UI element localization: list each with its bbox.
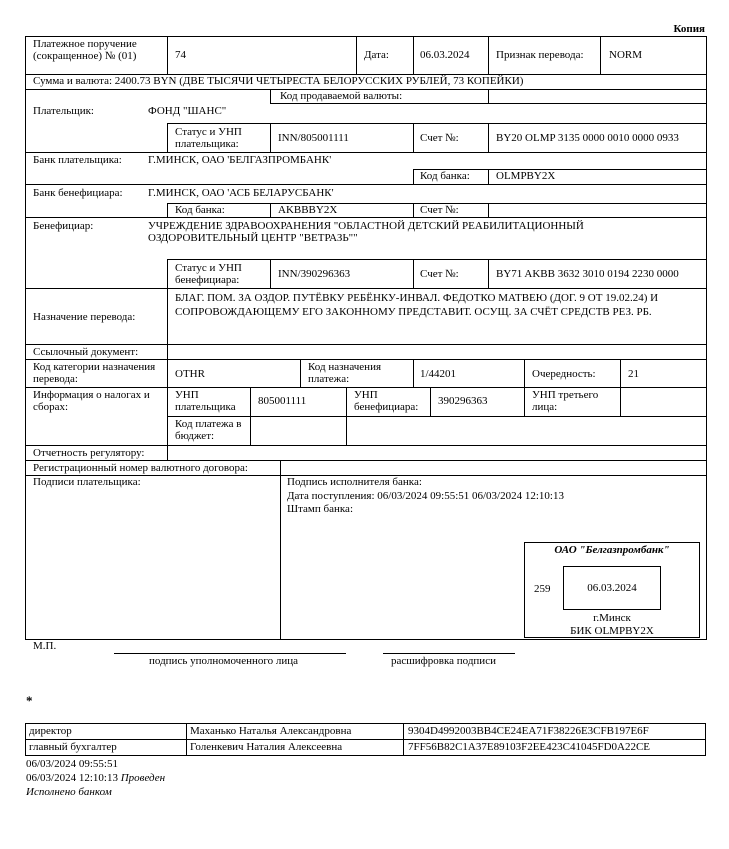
benef-unp-tax: 390296363	[438, 395, 488, 407]
log-line-2-status: Проведен	[120, 772, 166, 784]
taxes-label: Информация о налогах и сборах:	[33, 389, 150, 413]
sold-currency-code-label: Код продаваемой валюты:	[280, 90, 403, 102]
contract-label: Регистрационный номер валютного договора:	[33, 462, 248, 474]
order-number: 74	[175, 49, 186, 61]
signer-role: директор	[29, 725, 72, 737]
beneficiary-bank-code-label: Код банка:	[175, 204, 225, 216]
stamp-label: Штамп банка:	[287, 503, 353, 515]
payer-bank-code: OLMPBY2X	[496, 170, 556, 182]
signer-name: Голенкевич Наталия Алексеевна	[190, 741, 343, 753]
purpose-code-label: Код назначения платежа:	[308, 361, 382, 385]
category-label: Код категории назначения перевода:	[33, 361, 156, 385]
stamp-number: 259	[534, 583, 551, 595]
beneficiary-name: УЧРЕЖДЕНИЕ ЗДРАВООХРАНЕНИЯ "ОБЛАСТНОЙ ДЕТСКИЙ РЕАБИЛИТАЦИОННЫЙ ОЗДОРОВИТЕЛЬНЫЙ ЦЕНТР "ВЕТРАЗЬ""	[148, 220, 584, 244]
signer-hash: 9304D4992003BB4CE24EA71F38226E3CFB197E6F	[408, 725, 649, 737]
budget-code-label: Код платежа в бюджет:	[175, 418, 242, 442]
beneficiary-status-unp-label: Статус и УНП бенефициара:	[175, 262, 242, 286]
order-title-label: Платежное поручение (сокращенное) № (01)	[33, 38, 137, 62]
transfer-sign: NORM	[609, 49, 643, 61]
transfer-sign-label: Признак перевода:	[496, 49, 584, 61]
bank-signature-label: Подпись исполнителя банка:	[287, 476, 422, 488]
stamp-bik: БИК OLMPBY2X	[570, 625, 654, 637]
received-date: Дата поступления: 06/03/2024 09:55:51 06/03/2024 12:10:13	[287, 490, 564, 502]
copy-label: Копия	[673, 23, 705, 35]
stamp-bank-name: ОАО "Белгазпромбанк"	[554, 544, 670, 556]
beneficiary-account-label: Счет №:	[420, 268, 459, 280]
beneficiary-account: BY71 AKBB 3632 3010 0194 2230 0000	[496, 268, 679, 280]
payer-bank-label: Банк плательщика:	[33, 154, 122, 166]
purpose-label: Назначение перевода:	[33, 311, 136, 323]
payer-label: Плательщик:	[33, 105, 94, 117]
signer-name: Маханько Наталья Александровна	[190, 725, 352, 737]
benef-unp-tax-label: УНП бенефициара:	[354, 389, 419, 413]
priority-label: Очередность:	[532, 368, 596, 380]
payer-unp-tax-label: УНП плательщика	[175, 389, 236, 413]
mp-label: М.П.	[33, 640, 57, 652]
beneficiary-label: Бенефициар:	[33, 220, 94, 232]
payer-signatures-label: Подписи плательщика:	[33, 476, 141, 488]
log-line-2	[26, 773, 165, 784]
auth-sign-label: подпись уполномоченного лица	[149, 655, 298, 667]
stamp-city: г.Минск	[593, 612, 631, 624]
category-value: OTHR	[175, 368, 205, 380]
order-date: 06.03.2024	[420, 49, 470, 61]
signer-hash: 7FF56B82C1A37E89103F2EE423C41045FD0A22CE	[408, 741, 651, 753]
payer-account: BY20 OLMP 3135 0000 0010 0000 0933	[496, 132, 679, 144]
log-line-3: Исполнено банком	[26, 786, 112, 798]
payer-bank-code-label: Код банка:	[420, 170, 470, 182]
beneficiary-bank-name: Г.МИНСК, ОАО 'АСБ БЕЛАРУСБАНК'	[148, 187, 334, 199]
payer-unp: INN/805001111	[278, 132, 349, 144]
log-line-2-time: 06/03/2024 12:10:13	[26, 772, 118, 784]
payer-name: ФОНД "ШАНС"	[148, 105, 227, 117]
reference-doc-label: Ссылочный документ:	[33, 346, 139, 358]
asterisk: *	[26, 693, 33, 708]
beneficiary-unp: INN/390296363	[278, 268, 351, 280]
payer-status-unp-label: Статус и УНП плательщика:	[175, 126, 242, 150]
purpose-code: 1/44201	[420, 368, 457, 380]
beneficiary-bank-code: AKBBBY2X	[278, 204, 338, 216]
stamp-date: 06.03.2024	[587, 582, 637, 594]
regulator-label: Отчетность регулятору:	[33, 447, 145, 459]
beneficiary-bank-account-label: Счет №:	[420, 204, 459, 216]
signer-role: главный бухгалтер	[29, 741, 117, 753]
payer-unp-tax: 805001111	[258, 395, 307, 407]
decode-sign-label: расшифровка подписи	[391, 655, 496, 667]
payer-bank-name: Г.МИНСК, ОАО 'БЕЛГАЗПРОМБАНК'	[148, 154, 332, 166]
payer-account-label: Счет №:	[420, 132, 459, 144]
amount-text: Сумма и валюта: 2400.73 BYN (ДВЕ ТЫСЯЧИ ЧЕТЫРЕСТА БЕЛОРУССКИХ РУБЛЕЙ, 73 КОПЕЙКИ)	[33, 75, 524, 87]
log-line-1: 06/03/2024 09:55:51	[26, 758, 118, 770]
beneficiary-bank-label: Банк бенефициара:	[33, 187, 123, 199]
priority-value: 21	[628, 368, 639, 380]
date-label: Дата:	[364, 49, 389, 61]
purpose-text: БЛАГ. ПОМ. ЗА ОЗДОР. ПУТЁВКУ РЕБЁНКУ-ИНВАЛ. ФЕДОТКО МАТВЕЮ (ДОГ. 9 ОТ 19.02.24) И СОПРОВОЖДАЮЩЕМУ ЕГО ЗАКОННОМУ ПРЕДСТАВИТ. ОСУЩ. ЗА СЧЁТ СРЕДСТВ РЕЗ. РБ.	[175, 292, 659, 318]
third-unp-label: УНП третьего лица:	[532, 389, 599, 413]
